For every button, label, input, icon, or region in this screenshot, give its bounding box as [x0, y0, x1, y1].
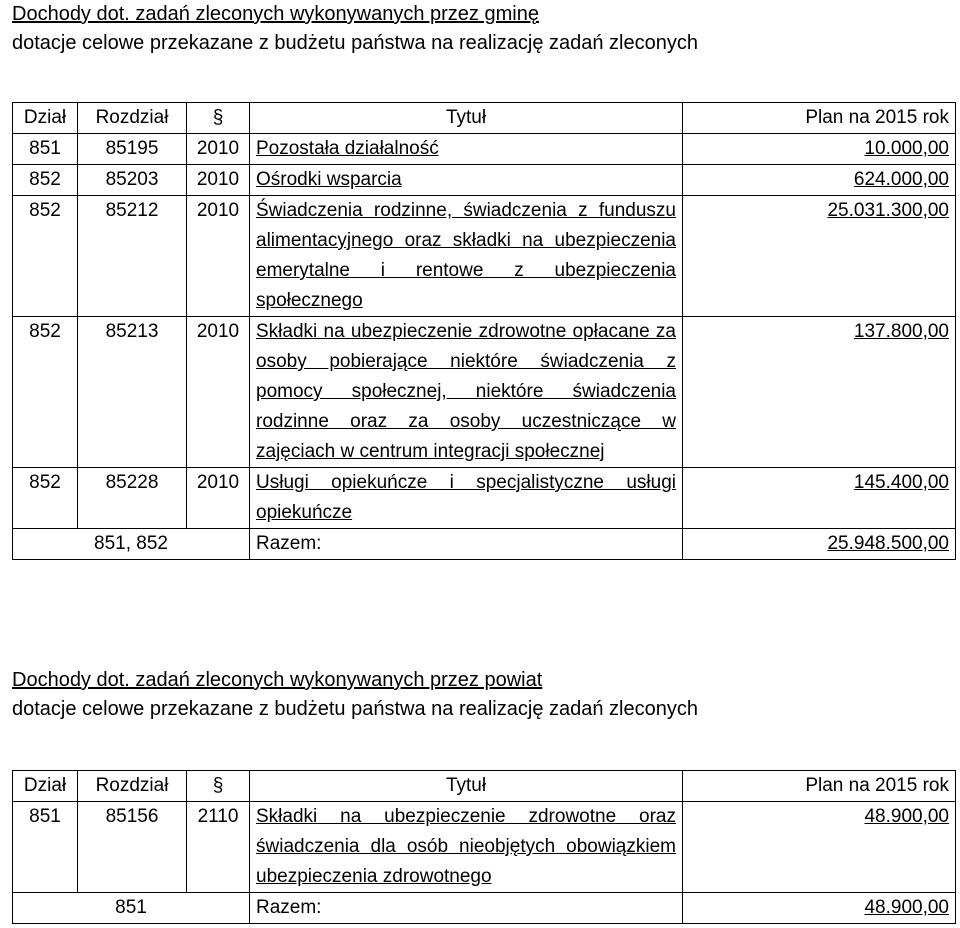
header-paragraph: §: [187, 103, 250, 134]
table-row: [13, 165, 956, 196]
total-dzialy: 851: [13, 893, 250, 924]
header-dzial: Dział: [13, 771, 78, 802]
budget-table: [12, 102, 956, 560]
cell-plan: [683, 134, 956, 165]
cell-rozdzial: 85195: [78, 134, 187, 165]
plan-value: 25.031.300,00: [827, 200, 949, 221]
header-dzial: Dział: [13, 103, 78, 134]
cell-rozdzial: 85212: [78, 196, 187, 317]
cell-paragraph: 2110: [187, 802, 250, 893]
table-header-row: [13, 771, 956, 802]
plan-value: 137.800,00: [853, 321, 949, 342]
cell-dzial: 852: [13, 468, 78, 529]
table-header-row: [13, 103, 956, 134]
section-subtitle: dotacje celowe przekazane z budżetu państwa na realizację zadań zleconych: [12, 698, 698, 720]
cell-tytul: [250, 468, 683, 529]
header-rozdzial: Rozdział: [78, 103, 187, 134]
header-plan: Plan na 2015 rok: [683, 771, 956, 802]
cell-rozdzial: 85203: [78, 165, 187, 196]
section-powiat: [0, 666, 960, 918]
total-row: [13, 893, 956, 924]
cell-tytul: [250, 165, 683, 196]
table-row: [13, 468, 956, 529]
cell-dzial: 852: [13, 196, 78, 317]
table-row: [13, 196, 956, 317]
plan-value: 10.000,00: [864, 138, 949, 159]
table-row: [13, 802, 956, 893]
cell-dzial: 851: [13, 802, 78, 893]
total-cell: [683, 893, 956, 924]
tytul-text: Świadczenia rodzinne, świadczenia z funduszu alimentacyjnego oraz składki na ubezpieczenia emerytalne i rentowe z ubezpieczenia społecznego: [256, 200, 676, 311]
cell-paragraph: 2010: [187, 196, 250, 317]
plan-value: 145.400,00: [853, 472, 949, 493]
section-title: Dochody dot. zadań zleconych wykonywanych przez gminę: [12, 3, 539, 25]
header-tytul: Tytuł: [250, 103, 683, 134]
cell-tytul: [250, 134, 683, 165]
cell-dzial: 852: [13, 165, 78, 196]
total-dzialy: 851, 852: [13, 529, 250, 560]
section-subtitle: dotacje celowe przekazane z budżetu państwa na realizację zadań zleconych: [12, 32, 698, 54]
cell-dzial: 851: [13, 134, 78, 165]
tytul-text: Składki na ubezpieczenie zdrowotne oraz świadczenia dla osób nieobjętych obowiązkiem ubezpieczenia zdrowotnego: [256, 806, 676, 887]
header-paragraph: §: [187, 771, 250, 802]
section-title: Dochody dot. zadań zleconych wykonywanych przez powiat: [12, 669, 543, 691]
cell-plan: [683, 468, 956, 529]
table-row: [13, 317, 956, 468]
cell-tytul: [250, 196, 683, 317]
cell-plan: [683, 196, 956, 317]
cell-dzial: 852: [13, 317, 78, 468]
cell-rozdzial: 85228: [78, 468, 187, 529]
tytul-text: Usługi opiekuńcze i specjalistyczne usługi opiekuńcze: [256, 472, 676, 523]
header-plan: Plan na 2015 rok: [683, 103, 956, 134]
cell-rozdzial: 85213: [78, 317, 187, 468]
tytul-text: Pozostała działalność: [256, 138, 439, 159]
cell-plan: [683, 317, 956, 468]
cell-paragraph: 2010: [187, 165, 250, 196]
plan-value: 624.000,00: [853, 169, 949, 190]
budget-table: [12, 770, 956, 924]
cell-plan: [683, 802, 956, 893]
total-value: 25.948.500,00: [827, 533, 949, 554]
total-cell: [683, 529, 956, 560]
total-label: Razem:: [250, 893, 683, 924]
cell-paragraph: 2010: [187, 134, 250, 165]
cell-plan: [683, 165, 956, 196]
total-row: [13, 529, 956, 560]
tytul-text: Ośrodki wsparcia: [256, 169, 402, 190]
cell-tytul: [250, 802, 683, 893]
header-tytul: Tytuł: [250, 771, 683, 802]
cell-rozdzial: 85156: [78, 802, 187, 893]
header-rozdzial: Rozdział: [78, 771, 187, 802]
cell-tytul: [250, 317, 683, 468]
total-label: Razem:: [250, 529, 683, 560]
plan-value: 48.900,00: [864, 806, 949, 827]
cell-paragraph: 2010: [187, 468, 250, 529]
table-row: [13, 134, 956, 165]
total-value: 48.900,00: [864, 897, 949, 918]
tytul-text: Składki na ubezpieczenie zdrowotne opłacane za osoby pobierające niektóre świadczenia z pomocy społecznej, niektóre świadczenia rodzinne oraz za osoby uczestniczące w zajęciach w centrum integracji społecznej: [256, 321, 676, 462]
cell-paragraph: 2010: [187, 317, 250, 468]
